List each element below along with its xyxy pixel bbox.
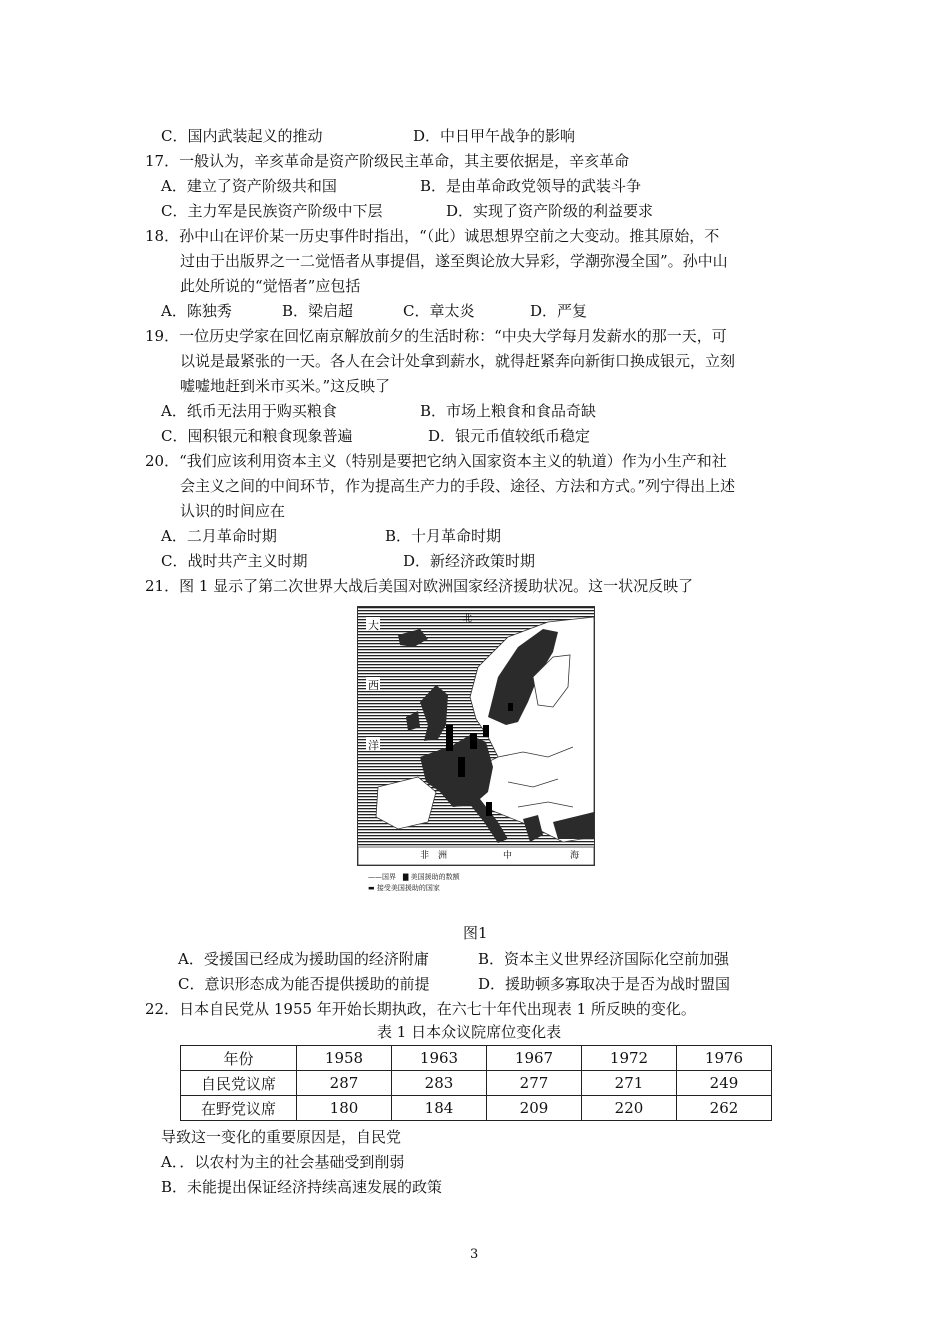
table-cell: 262 xyxy=(677,1096,772,1121)
table-cell: 自民党议席 xyxy=(181,1071,297,1096)
q17-stem: 17．一般认为，辛亥革命是资产阶级民主革命，其主要依据是，辛亥革命 xyxy=(145,152,630,170)
table-cell: 180 xyxy=(297,1096,392,1121)
table-header-cell: 1972 xyxy=(582,1046,677,1071)
q21-option-c: C．意识形态成为能否提供援助的前提 xyxy=(178,975,430,993)
q16-option-c: C．国内武装起义的推动 xyxy=(161,127,323,145)
page-number: 3 xyxy=(470,1247,479,1262)
q20-stem-line3: 认识的时间应在 xyxy=(180,502,286,520)
table-cell: 287 xyxy=(297,1071,392,1096)
q19-option-c: C．囤积银元和粮食现象普遍 xyxy=(161,427,353,445)
legend-line-1: ——国界 ▇ 美国援助的数额 xyxy=(368,873,460,881)
map-label-ocean-3: 洋 xyxy=(368,739,379,752)
q16-option-d: D．中日甲午战争的影响 xyxy=(413,127,576,145)
q20-option-a: A．二月革命时期 xyxy=(161,527,277,545)
table-cell: 271 xyxy=(582,1071,677,1096)
q20-option-c: C．战时共产主义时期 xyxy=(161,552,308,570)
map-label-ocean-2: 西 xyxy=(368,679,379,692)
q20-option-b: B．十月革命时期 xyxy=(385,527,502,545)
table-cell: 220 xyxy=(582,1096,677,1121)
q21-option-d: D．援助顿多寡取决于是否为战时盟国 xyxy=(478,975,731,993)
q17-option-c: C．主力军是民族资产阶级中下层 xyxy=(161,202,383,220)
q18-option-a: A．陈独秀 xyxy=(161,302,232,320)
map-label-sea: 海 xyxy=(570,851,580,861)
q19-option-a: A．纸币无法用于购买粮食 xyxy=(161,402,337,420)
q18-option-b: B．梁启超 xyxy=(282,302,354,320)
map-label-africa: 非 洲 xyxy=(420,851,448,861)
table-cell: 在野党议席 xyxy=(181,1096,297,1121)
q18-stem-line3: 此处所说的“觉悟者”应包括 xyxy=(180,277,361,295)
q18-option-c: C．章太炎 xyxy=(403,302,475,320)
q22-option-b: B．未能提出保证经济持续高速发展的政策 xyxy=(161,1178,443,1196)
q21-stem: 21．图 1 显示了第二次世界大战后美国对欧洲国家经济援助状况。这一状况反映了 xyxy=(145,577,694,595)
q19-stem-line2: 以说是最紧张的一天。各人在会计处拿到薪水，就得赶紧奔向新街口换成银元，立刻 xyxy=(180,352,736,370)
q22-stem: 22．日本自民党从 1955 年开始长期执政，在六七十年代出现表 1 所反映的变化。 xyxy=(145,1000,696,1018)
table-header-cell: 1967 xyxy=(487,1046,582,1071)
table-header-row xyxy=(181,1046,772,1071)
q17-option-d: D．实现了资产阶级的利益要求 xyxy=(446,202,654,220)
q19-option-b: B．市场上粮食和食品奇缺 xyxy=(420,402,597,420)
table-row xyxy=(181,1096,772,1121)
q20-stem-line2: 会主义之间的中间环节，作为提高生产力的手段、途径、方法和方式。”列宁得出上述 xyxy=(180,477,736,495)
table-header-cell: 1958 xyxy=(297,1046,392,1071)
q20-option-d: D．新经济政策时期 xyxy=(403,552,536,570)
table-cell: 209 xyxy=(487,1096,582,1121)
table-header-cell: 年份 xyxy=(181,1046,297,1071)
table-cell: 283 xyxy=(392,1071,487,1096)
legend-line-2: ▬ 接受美国援助的国家 xyxy=(368,884,440,892)
table-cell: 249 xyxy=(677,1071,772,1096)
table-header-cell: 1963 xyxy=(392,1046,487,1071)
q19-stem-line3: 嘘嘘地赶到米市买米。”这反映了 xyxy=(180,377,391,395)
q20-stem-line1: 20．“我们应该利用资本主义（特别是要把它纳入国家资本主义的轨道）作为小生产和社 xyxy=(145,452,727,470)
map-label-ocean-1: 大 xyxy=(368,619,379,632)
map-label-north-sea: 北 xyxy=(463,614,473,624)
q17-option-a: A．建立了资产阶级共和国 xyxy=(161,177,337,195)
seat-change-table xyxy=(180,1045,772,1121)
q18-stem-line1: 18．孙中山在评价某一历史事件时指出，“（此）诚思想界空前之大变动。推其原始，不 xyxy=(145,227,720,245)
map-legend xyxy=(368,872,460,894)
map-label-mediterranean: 中 xyxy=(503,851,513,861)
table-cell: 277 xyxy=(487,1071,582,1096)
table-title: 表 1 日本众议院席位变化表 xyxy=(377,1023,562,1041)
table-row xyxy=(181,1071,772,1096)
figure-caption: 图1 xyxy=(463,924,488,942)
q21-option-a: A．受援国已经成为援助国的经济附庸 xyxy=(178,950,429,968)
q17-option-b: B．是由革命政党领导的武装斗争 xyxy=(420,177,642,195)
table-cell: 184 xyxy=(392,1096,487,1121)
q22-lead: 导致这一变化的重要原因是，自民党 xyxy=(161,1128,402,1146)
q21-option-b: B．资本主义世界经济国际化空前加强 xyxy=(478,950,730,968)
europe-aid-map xyxy=(357,606,595,866)
q19-stem-line1: 19．一位历史学家在回忆南京解放前夕的生活时称：“中央大学每月发薪水的那一天，可 xyxy=(145,327,727,345)
q18-option-d: D．严复 xyxy=(530,302,588,320)
q19-option-d: D．银元币值较纸币稳定 xyxy=(428,427,591,445)
q22-option-a: A．．以农村为主的社会基础受到削弱 xyxy=(161,1153,405,1171)
q18-stem-line2: 过由于出版界之一二觉悟者从事提倡，遂至舆论放大异彩，学潮弥漫全国”。孙中山 xyxy=(180,252,728,270)
europe-map-graphic xyxy=(358,607,594,865)
table-header-cell: 1976 xyxy=(677,1046,772,1071)
